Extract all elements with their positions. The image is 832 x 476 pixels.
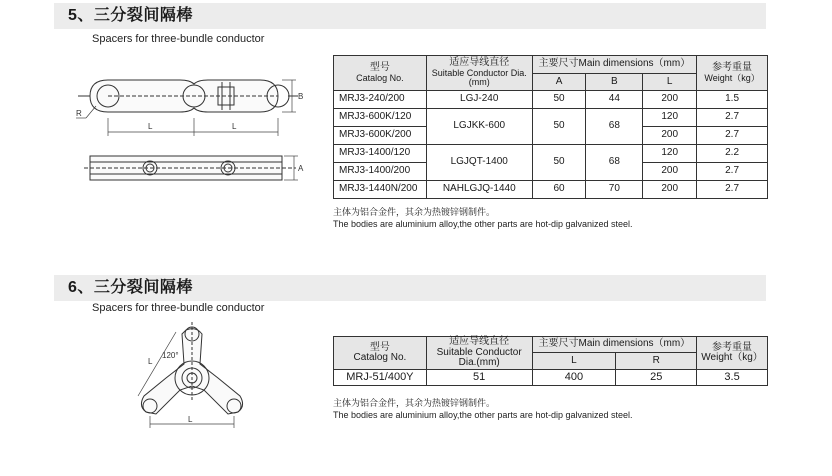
section-6-note bbox=[333, 397, 633, 421]
table-row: MRJ3-600K/120 LGJKK-600 50 68 120 2.7 bbox=[334, 109, 768, 127]
dim-label-l-1: L bbox=[148, 122, 153, 131]
section-6-note-cn: 主体为铝合金件，其余为热镀锌钢制件。 bbox=[333, 398, 496, 408]
col-header-weight: 参考重量 Weight（kg） bbox=[697, 56, 768, 91]
col-header-catalog: 型号 Catalog No. bbox=[334, 337, 427, 370]
col-header-r: R bbox=[616, 353, 697, 370]
table-row: MRJ3-1400/120 LGJQT-1400 50 68 120 2.2 bbox=[334, 145, 768, 163]
section-6-drawing bbox=[130, 320, 260, 432]
col-header-l: L bbox=[643, 74, 697, 91]
section-6-spec-table bbox=[333, 336, 768, 386]
section-6-note-en: The bodies are aluminium alloy,the other parts are hot-dip galvanized steel. bbox=[333, 410, 633, 420]
dim-label-b: B bbox=[298, 92, 304, 101]
dim-label-l-1: L bbox=[148, 357, 153, 366]
col-header-main-dimensions: 主要尺寸Main dimensions（mm） bbox=[532, 56, 697, 74]
dim-label-a: A bbox=[298, 164, 304, 173]
section-5-note-en: The bodies are aluminium alloy,the other parts are hot-dip galvanized steel. bbox=[333, 219, 633, 229]
col-header-a: A bbox=[532, 74, 586, 91]
col-header-weight: 参考重量 Weight（kg） bbox=[697, 337, 768, 370]
table-row: MRJ3-240/200 LGJ-240 50 44 200 1.5 bbox=[334, 91, 768, 109]
table-row: MRJ3-1440N/200 NAHLGJQ-1440 60 70 200 2.7 bbox=[334, 181, 768, 199]
col-header-b: B bbox=[586, 74, 643, 91]
col-header-l: L bbox=[532, 353, 616, 370]
table-row: MRJ3-1400/200 200 2.7 bbox=[334, 163, 768, 181]
section-5-title: 5、三分裂间隔棒 bbox=[68, 7, 193, 24]
section-5-note bbox=[333, 206, 633, 230]
dim-label-r: R bbox=[76, 109, 82, 118]
section-6-subtitle: Spacers for three-bundle conductor bbox=[92, 302, 265, 314]
col-header-catalog: 型号 Catalog No. bbox=[334, 56, 427, 91]
section-5-drawing bbox=[70, 60, 320, 190]
section-5-subtitle: Spacers for three-bundle conductor bbox=[92, 33, 265, 45]
col-header-conductor-dia: 适应导线直径 Suitable Conductor Dia.(mm) bbox=[426, 337, 532, 370]
section-5-note-cn: 主体为铝合金件，其余为热镀锌钢制件。 bbox=[333, 207, 496, 217]
section-5-spec-table bbox=[333, 55, 768, 199]
dim-label-angle: 120° bbox=[162, 351, 179, 360]
table-row: MRJ3-600K/200 200 2.7 bbox=[334, 127, 768, 145]
dim-label-l-2: L bbox=[188, 415, 193, 424]
dim-label-l-2: L bbox=[232, 122, 237, 131]
col-header-main-dimensions: 主要尺寸Main dimensions（mm） bbox=[532, 337, 697, 353]
table-row: MRJ-51/400Y 51 400 25 3.5 bbox=[334, 370, 768, 386]
section-6-title: 6、三分裂间隔棒 bbox=[68, 279, 193, 296]
col-header-conductor-dia: 适应导线直径 Suitable Conductor Dia.(mm) bbox=[426, 56, 532, 91]
